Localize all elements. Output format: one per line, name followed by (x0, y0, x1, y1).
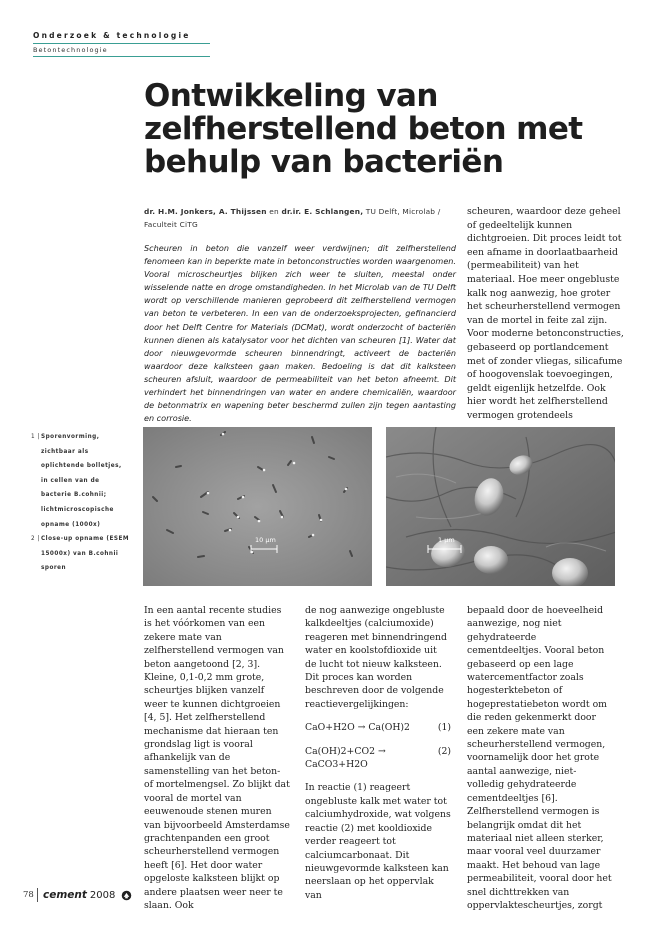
author-names-1: dr. H.M. Jonkers, A. Thijssen (144, 207, 267, 216)
magazine-logo-icon (121, 890, 132, 901)
microscope-photo (143, 427, 372, 586)
scale-bar-label: 1 µm (438, 536, 455, 544)
author-and: en (269, 207, 279, 216)
caption-text: Sporenvorming, zichtbaar als oplichtende bolletjes, in cellen van de bacterie B.cohnii; lichtmicroscopische opname (1000x) (41, 434, 122, 528)
caption-number: 2 | (31, 536, 40, 543)
article-intro: Scheuren in beton die vanzelf weer verdwijnen; dit zelfherstellend fenomeen kan in beperkte mate in betonconstructies worden waargenomen. Vooral microscheurtjes blijken zich weer te sluiten, meestal onder wisselende natte en droge omstandigheden. In het Microlab van de TU Delft wordt op verschillende manieren geprobeerd dit zelfherstellend vermogen van beton te verbeteren. In een van de onderzoeksprojecten, gefinancierd door het Delft Centre for Materials (DCMat), wordt onderzocht of bacteriën kunnen dienen als katalysator voor het dichten van scheuren [1]. Water dat door nieuwgevormde scheuren binnendringt, activeert de bacteriën waardoor deze kalksteen gaan maken. Bedoeling is dat dit kalksteen scheuren afsluit, waardoor de permeabiliteit van het beton afneemt. Dit verhindert het binnendringen van water en andere chemicaliën, waardoor de betonmatrix en wapening beter beschermd zullen zijn tegen aantasting en corrosie. (144, 243, 456, 424)
equation-2-formula: Ca(OH)2+CO2 → CaCO3+H2O (305, 745, 386, 771)
header-rule-top (33, 43, 210, 44)
caption-text: Close-up opname (ESEM 15000x) van B.cohnii sporen (41, 536, 129, 572)
microscope-photo-image (143, 427, 372, 586)
article-title: Ontwikkeling van zelfherstellend beton met behulp van bacteriën (144, 78, 583, 180)
article-authors (144, 205, 456, 231)
author-names-2: dr.ir. E. Schlangen, (281, 207, 364, 216)
figure-caption-2 (31, 532, 131, 576)
esem-photo-image (386, 427, 615, 586)
figure-caption-1 (31, 430, 131, 532)
footer-divider (37, 888, 38, 902)
figure-captions (31, 430, 131, 576)
esem-photo (386, 427, 615, 586)
author-affiliation: TU Delft, Microlab / Faculteit CiTG (144, 207, 441, 229)
body-column-2-text-b: In reactie (1) reageert ongebluste kalk met water tot calciumhydroxide, wat volgens reactie (2) met kooldioxide verder reageert tot calciumcarbonaat. Dit nieuwgevormde kalksteen kan neerslaan op het oppervlak van (305, 782, 451, 901)
equation-2-number: (2) (437, 745, 451, 757)
equation-2 (305, 745, 451, 772)
body-column-3: bepaald door de hoeveelheid aanwezige, nog niet gehydrateerde cementdeeltjes. Vooral beton gebaseerd op een lage watercementfactor zoals hogesterktebeton of hogeprestatiebeton wordt om die reden gekenmerkt door een zekere mate van scheurherstellend vermogen, voornamelijk door het grote aantal aanwezige, niet-volledig gehydrateerde cementdeeltjes [6]. Zelfherstellend vermogen is belangrijk omdat dit het materiaal niet alleen sterker, maar vooral veel duurzamer maakt. Het behoud van lage permeabiliteit, vooral door het snel dichttrekken van oppervlaktescheurtjes, zorgt (467, 605, 612, 911)
equation-1-number: (1) (437, 722, 451, 734)
page-footer (23, 888, 132, 902)
equation-1 (305, 721, 451, 734)
scale-bar-label: 10 µm (255, 536, 276, 544)
header-rule-bottom (33, 56, 210, 57)
side-column-text: scheuren, waardoor deze geheel of gedeeltelijk kunnen dichtgroeien. Dit proces leidt tot een afname in doorlaatbaarheid (permeabiliteit) van het materiaal. Hoe meer ongebluste kalk nog aanwezig, hoe groter het scheurherstellend vermogen van de mortel in feite zal zijn. Voor moderne betonconstructies, gebaseerd op portlandcement met of zonder vliegas, silicafume of hoogovenslak toevoegingen, geldt eigenlijk hetzelfde. Ook hier wordt het zelfherstellend vermogen grotendeels (467, 206, 624, 421)
caption-number: 1 | (31, 434, 40, 440)
body-column-2-text-a: de nog aanwezige ongebluste kalkdeeltjes (calciumoxide) reageren met binnendringend water en koolstofdioxide uit de lucht tot nieuw kalksteen. Dit proces kan worden beschreven door de volgende reactievergelijkingen: (305, 605, 447, 710)
magazine-year: 2008 (89, 889, 116, 901)
section-title: Onderzoek & technologie (33, 31, 191, 40)
body-column-1: In een aantal recente studies is het vóórkomen van een zekere mate van zelfherstellend vermogen van beton aangetoond [2, 3]. Kleine, 0,1-0,2 mm grote, scheurtjes blijken vanzelf weer te kunnen dichtgroeien [4, 5]. Het zelfherstellend mechanisme dat hieraan ten grondslag ligt is vooral afhankelijk van de samenstelling van het beton- of mortelmengsel. Zo blijkt dat vooral de mortel van eeuwenoude stenen muren van bijvoorbeeld Amsterdamse grachtenpanden een groot scheurherstellend vermogen heeft [6]. Het door water opgeloste kalksteen blijkt op andere plaatsen weer neer te slaan. Ook (144, 605, 290, 911)
equation-1-formula: CaO+H2O → Ca(OH)2 (305, 722, 410, 734)
page-number: 78 (23, 890, 34, 900)
body-column-2 (305, 604, 451, 902)
subsection-title: Betontechnologie (33, 46, 108, 54)
magazine-name: cement (43, 889, 87, 901)
